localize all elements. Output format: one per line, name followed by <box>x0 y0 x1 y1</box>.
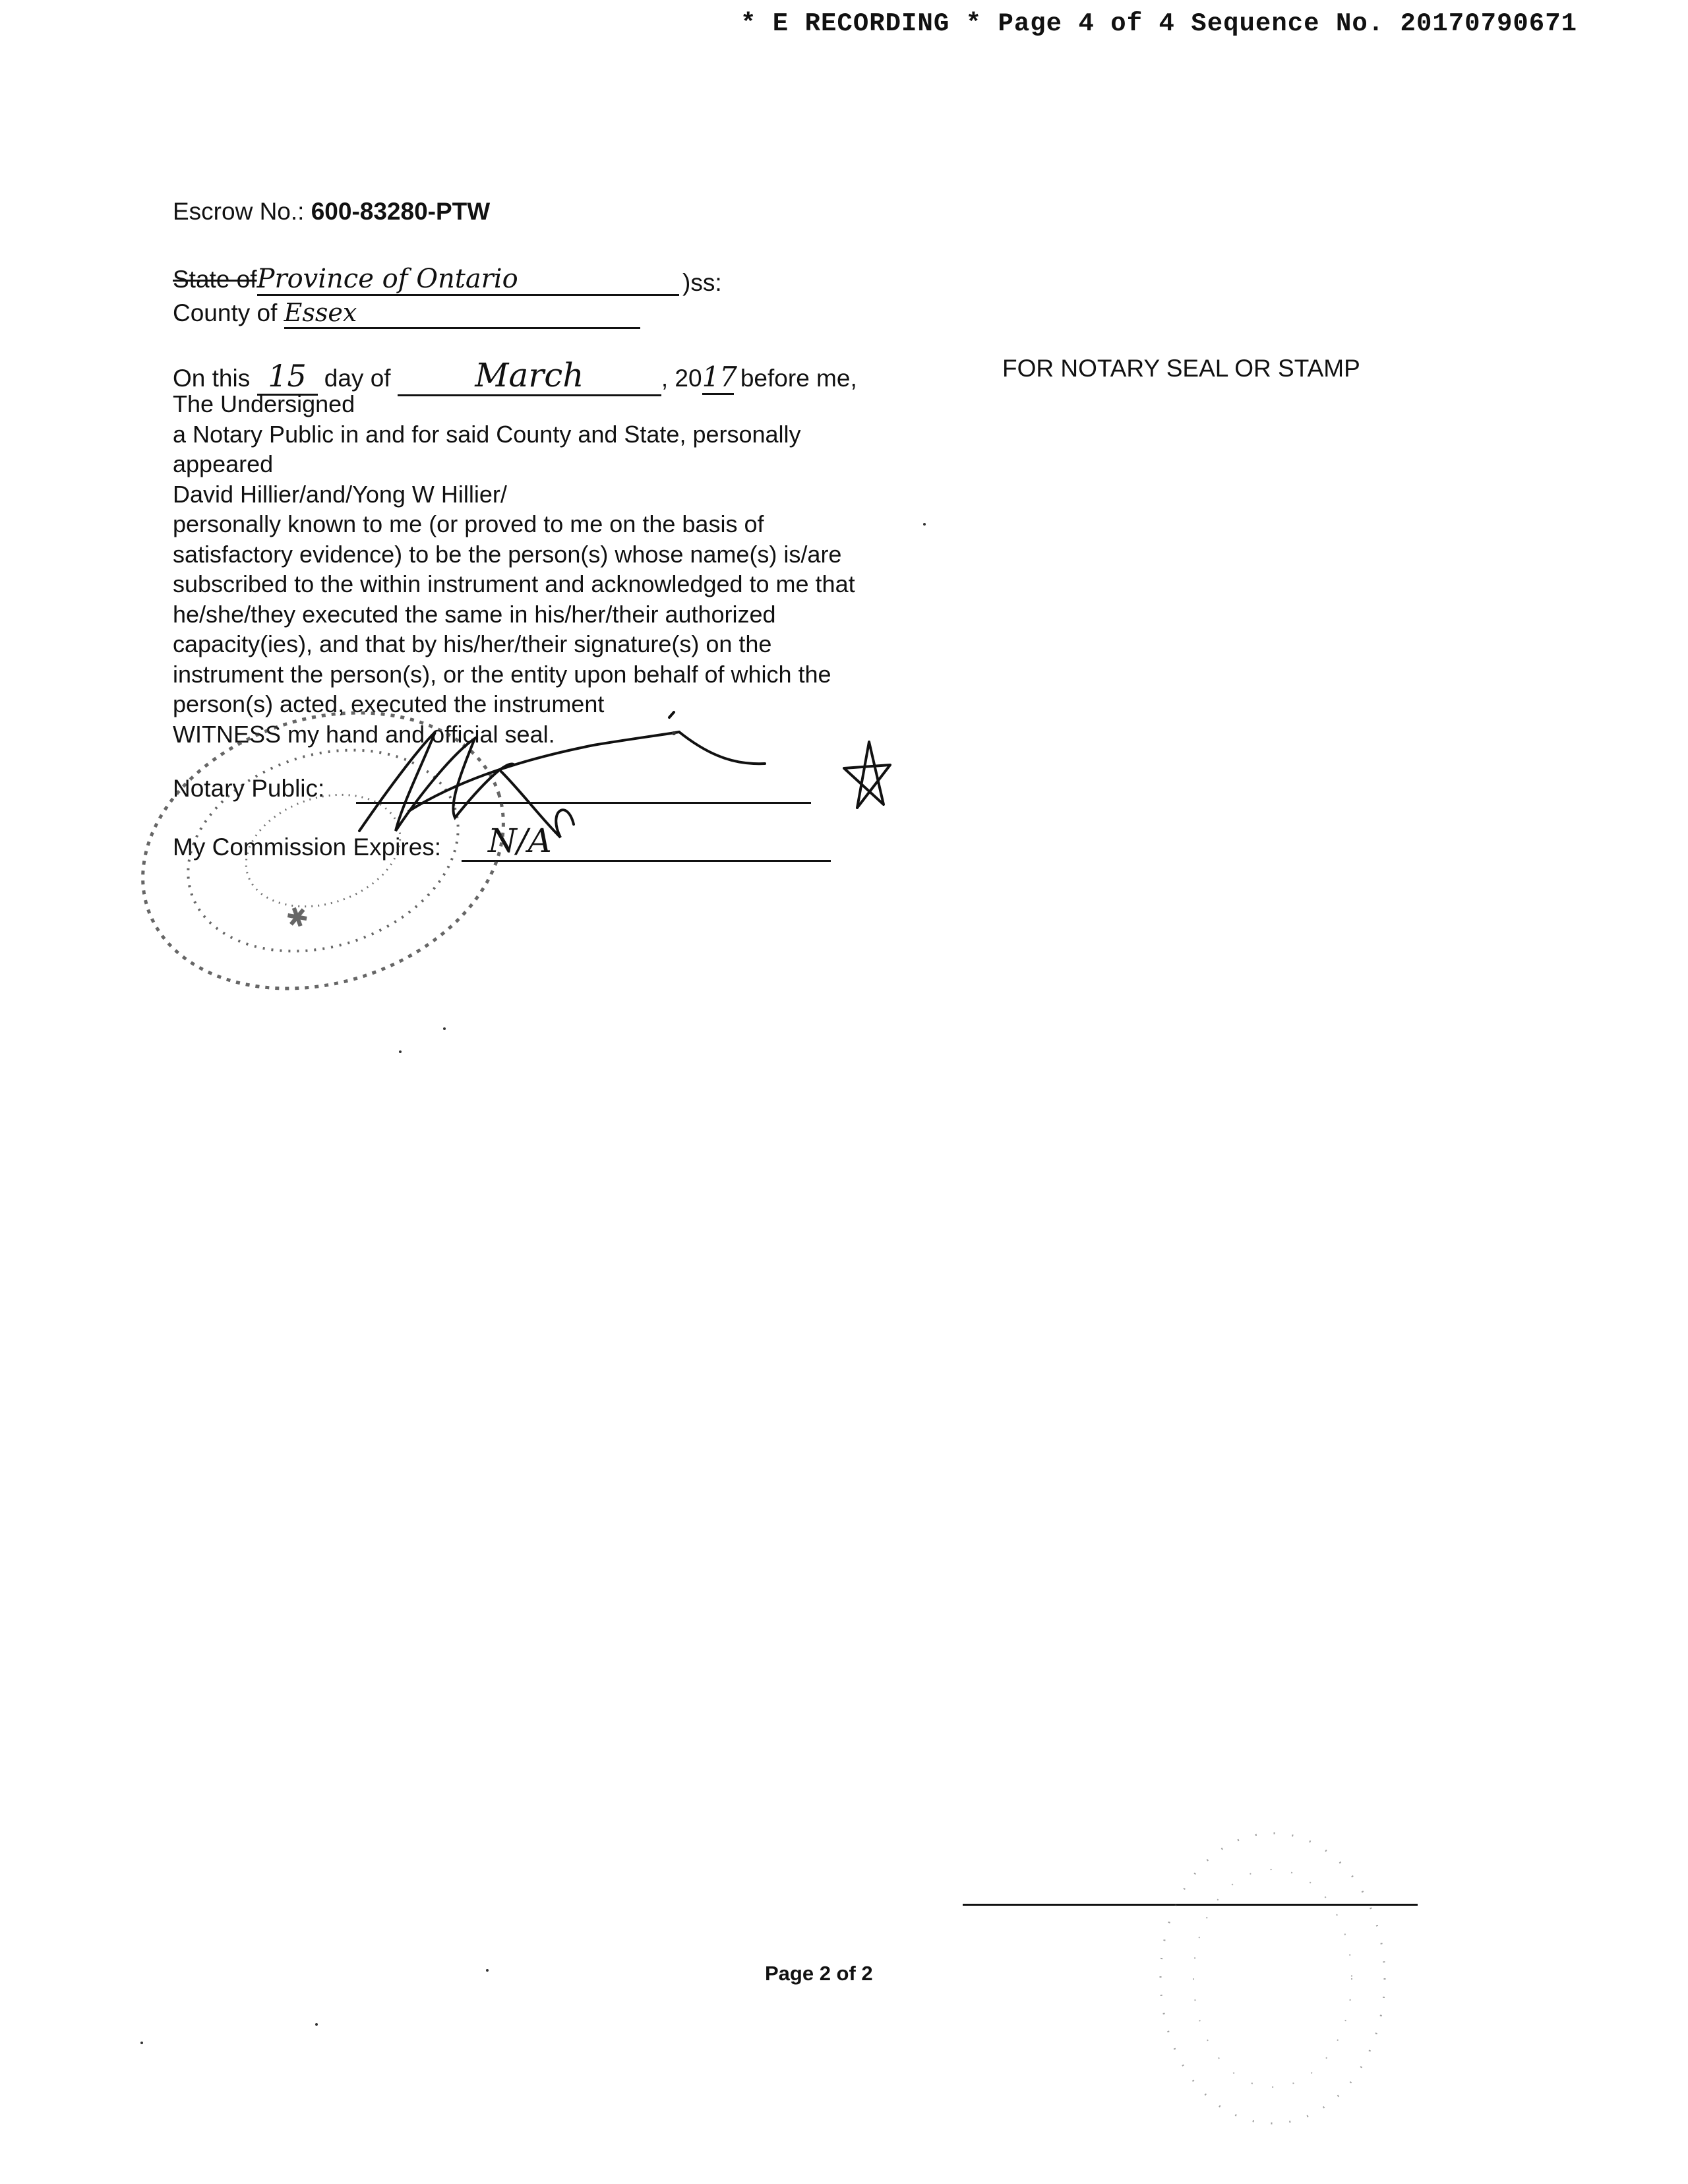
year-suffix-handwritten: 17 <box>702 361 734 395</box>
day-of-text: day of <box>324 365 391 392</box>
ss-mark: )ss: <box>682 269 722 296</box>
county-handwritten-value: Essex <box>284 298 640 329</box>
ack-line: appeared <box>173 450 274 477</box>
ack-line: he/she/they executed the same in his/her/their authorized <box>173 600 776 628</box>
svg-text:✱: ✱ <box>282 900 313 936</box>
month-handwritten: March <box>398 356 661 396</box>
notary-seal-label: FOR NOTARY SEAL OR STAMP <box>1002 355 1360 382</box>
star-mark-icon <box>844 742 890 808</box>
notary-signature <box>359 712 765 837</box>
scan-specks <box>140 523 926 2044</box>
witness-line: WITNESS my hand and official seal. <box>173 720 555 748</box>
recording-header: * E RECORDING * Page 4 of 4 Sequence No. 20170790671 <box>740 9 1577 38</box>
ack-line: person(s) acted, executed the instrument <box>173 690 605 717</box>
page-number: Page 2 of 2 <box>765 1962 873 1985</box>
before-me-text: before me, <box>733 365 857 392</box>
day-handwritten: 15 <box>257 358 318 396</box>
commission-label: My Commission Expires: <box>173 834 442 861</box>
ack-signer-names: David Hillier/and/Yong W Hillier/ <box>173 480 507 508</box>
escrow-label: Escrow No.: <box>173 198 305 225</box>
ack-line: capacity(ies), and that by his/her/their signature(s) on the <box>173 630 772 657</box>
notary-public-label: Notary Public: <box>173 775 325 802</box>
state-handwritten-value: Province of Ontario <box>257 264 679 296</box>
county-label: County of <box>173 299 278 326</box>
ack-line: satisfactory evidence) to be the person(s) whose name(s) is/are <box>173 540 842 568</box>
ack-line: a Notary Public in and for said County and State, personally <box>173 420 801 448</box>
ack-line: subscribed to the within instrument and acknowledged to me that <box>173 570 855 597</box>
ack-line: personally known to me (or proved to me on the basis of <box>173 510 764 537</box>
escrow-value: 600-83280-PTW <box>311 198 491 225</box>
ack-line: instrument the person(s), or the entity upon behalf of which the <box>173 660 831 688</box>
notary-seal-stamp <box>107 668 539 1033</box>
faded-seal-bottom-right <box>1160 1833 1385 2123</box>
on-this-text: On this <box>173 365 251 392</box>
commission-handwritten-value: N/A <box>488 822 552 860</box>
state-label: State of <box>173 266 257 293</box>
ack-line: The Undersigned <box>173 390 355 417</box>
year-prefix: , 20 <box>661 365 702 392</box>
